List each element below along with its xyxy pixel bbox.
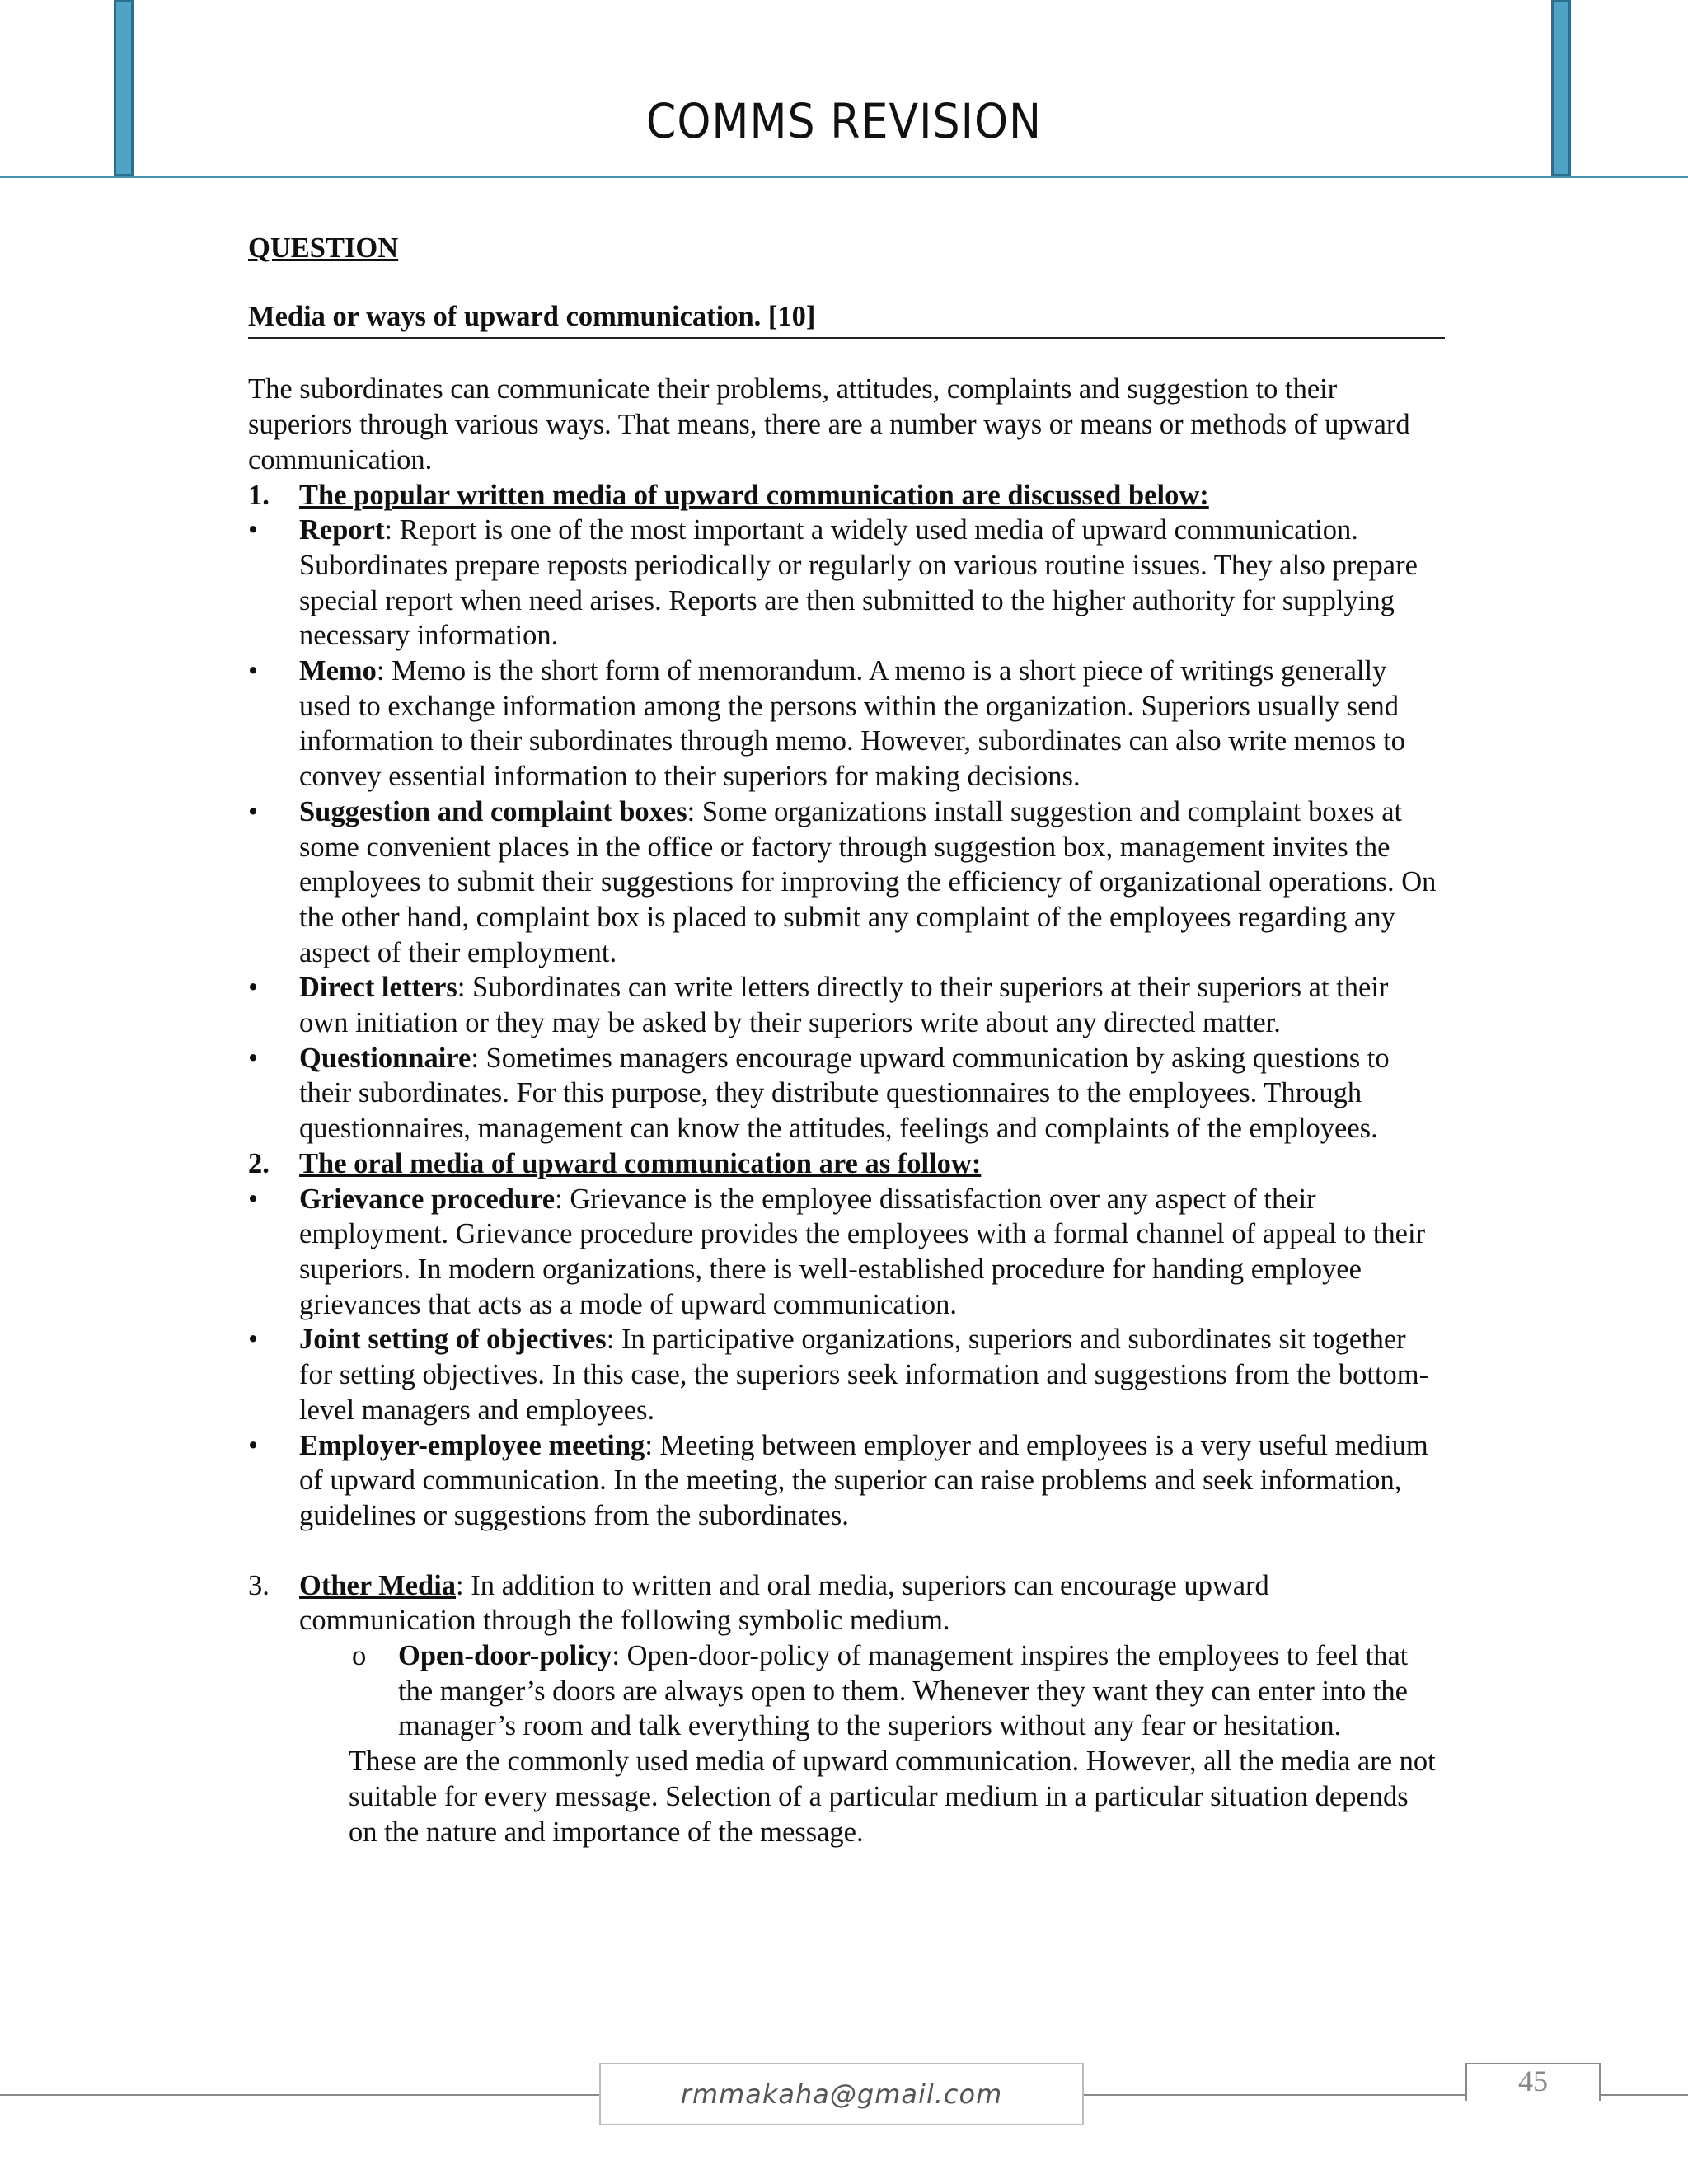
item-text: : Memo is the short form of memorandum. A memo is a short piece of writings generally used to exchange information among the persons within the organization. Superiors usually send information to their subordinates through memo. However, subordinates can also write memos to convey essential information to their superiors for making decisions. — [299, 655, 1405, 793]
bullet-icon: • — [248, 972, 259, 1004]
item-term: Questionnaire — [299, 1042, 471, 1074]
footer-rule-left — [0, 2094, 599, 2096]
item-text: : In participative organizations, superiors and subordinates sit together for setting objectives. In this case, the superiors seek information and suggestions from the bottom-level managers and employees. — [299, 1324, 1429, 1426]
bullet-icon: • — [248, 1324, 259, 1356]
item-term: Direct letters — [299, 972, 457, 1004]
footer-email-box — [599, 2063, 1084, 2125]
footer-email: rmmakaha@gmail.com — [680, 2079, 1003, 2110]
bullet-icon: • — [248, 1183, 259, 1215]
item-term: Joint setting of objectives — [299, 1324, 607, 1356]
list-item-direct-letters — [248, 970, 1443, 1040]
footer-rule-right — [1599, 2094, 1688, 2096]
item-text: : Sometimes managers encourage upward communication by asking questions to their subordinates. For this purpose, they distribute questionnaires to the employees. Through questionnaires, management can know the attitudes, feelings and complaints of the employees. — [299, 1042, 1390, 1145]
section-heading: Other Media — [299, 1569, 457, 1601]
list-number: 2. — [248, 1147, 270, 1179]
header-left-bar — [114, 0, 134, 176]
circle-bullet-icon: o — [352, 1640, 367, 1672]
question-label: QUESTION — [248, 232, 399, 264]
item-term: Employer-employee meeting — [299, 1429, 645, 1461]
page-number: 45 — [1465, 2063, 1601, 2101]
list-item-grievance — [248, 1182, 1443, 1323]
item-text: : Some organizations install suggestion and complaint boxes at some convenient places in the office or factory through suggestion box, management invites the employees to submit their suggestions for improving the efficiency of organizational operations. On the other hand, complaint box is placed to submit any complaint of the employees regarding any aspect of their employment. — [299, 795, 1437, 968]
written-media-heading — [248, 478, 1443, 513]
item-text: : Meeting between employer and employees is a very useful medium of upward communication. In the meeting, the superior can raise problems and seek information, guidelines or suggestions from the subordinates. — [299, 1429, 1428, 1531]
item-text: : Open-door-policy of management inspires the employees to feel that the manger’s doors are always open to them. Whenever they want they can enter into the manager’s room and talk everything to the superiors without any fear or hesitation. — [398, 1640, 1409, 1742]
list-item-report — [248, 513, 1443, 654]
section-text: : In addition to written and oral media, superiors can encourage upward communication through the following symbolic medium. — [299, 1569, 1269, 1637]
list-item-meeting — [248, 1428, 1443, 1534]
question-title: Media or ways of upward communication. [10] — [248, 299, 1445, 340]
bullet-icon: • — [248, 1042, 259, 1074]
spacer — [248, 1534, 1443, 1568]
item-text: : Report is one of the most important a widely used media of upward communication. Subordinates prepare reposts periodically or regularly on various routine issues. They also prepare special report when need arises. Reports are then submitted to the higher authority for supplying necessary information. — [299, 514, 1418, 652]
section-heading: The popular written media of upward communication are discussed below: — [299, 479, 1209, 511]
bullet-icon: • — [248, 1429, 259, 1461]
list-number: 1. — [248, 479, 270, 511]
list-number: 3. — [248, 1569, 270, 1601]
item-term: Suggestion and complaint boxes — [299, 795, 687, 827]
item-text: : Subordinates can write letters directly to their superiors at their superiors at their own initiation or they may be asked by their superiors write about any directed matter. — [299, 972, 1389, 1039]
list-item-questionnaire — [248, 1041, 1443, 1146]
document-body — [248, 231, 1443, 1849]
header-rule — [0, 176, 1688, 178]
other-media-section — [248, 1568, 1443, 1638]
bullet-icon: • — [248, 795, 259, 827]
item-text: : Grievance is the employee dissatisfaction over any aspect of their employment. Grievance procedure provides the employees with a formal channel of appeal to their superiors. In modern organizations, there is well-established procedure for handing employee grievances that acts as a mode of upward communication. — [299, 1183, 1426, 1320]
intro-paragraph: The subordinates can communicate their problems, attitudes, complaints and suggestion to their superiors through various ways. That means, there are a number ways or means or methods of upward communication. — [248, 373, 1410, 476]
closing-paragraph: These are the commonly used media of upward communication. However, all the media are not suitable for every message. Selection of a particular medium in a particular situation depends on the nature and importance of the message. — [349, 1746, 1436, 1848]
list-item-memo — [248, 654, 1443, 794]
item-term: Report — [299, 514, 385, 546]
section-heading: The oral media of upward communication are as follow: — [299, 1147, 982, 1179]
item-term: Grievance procedure — [299, 1183, 556, 1215]
item-term: Open-door-policy — [398, 1640, 612, 1672]
sub-item-open-door-policy — [248, 1638, 1443, 1744]
list-item-joint-objectives — [248, 1322, 1443, 1427]
bullet-icon: • — [248, 655, 259, 687]
page-header-title: COMMS REVISION — [645, 93, 1043, 149]
bullet-icon: • — [248, 514, 259, 546]
footer-rule-middle — [1084, 2094, 1467, 2096]
header-right-bar — [1551, 0, 1571, 176]
item-term: Memo — [299, 655, 377, 687]
list-item-suggestion-boxes — [248, 794, 1443, 971]
oral-media-heading — [248, 1146, 1443, 1182]
